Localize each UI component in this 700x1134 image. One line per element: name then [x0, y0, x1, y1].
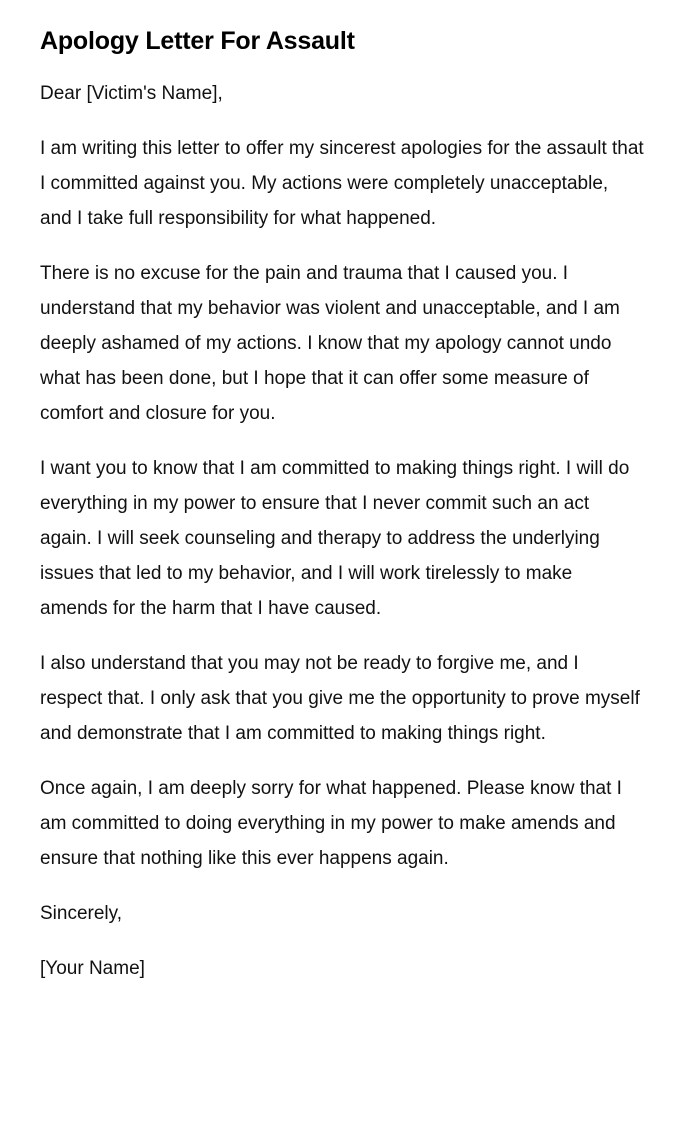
letter-closing: Sincerely,	[40, 903, 123, 924]
letter-paragraph-2: There is no excuse for the pain and trauma that I caused you. I understand that my behavior was violent and unacceptable, and I am deeply ashamed of my actions. I know that my apology cannot undo what has been done, but I hope that it can offer some measure of comfort and closure for you.	[40, 263, 620, 424]
letter-paragraph-5: Once again, I am deeply sorry for what happened. Please know that I am committed to doing everything in my power to make amends and ensure that nothing like this ever happens again.	[40, 778, 622, 869]
letter-paragraph-3: I want you to know that I am committed to making things right. I will do everything in my power to ensure that I never commit such an act again. I will seek counseling and therapy to address the underlying issues that led to my behavior, and I will work tirelessly to make amends for the harm that I have caused.	[40, 458, 630, 619]
letter-signature: [Your Name]	[40, 958, 145, 979]
letter-document	[40, 24, 644, 986]
letter-paragraph-4: I also understand that you may not be ready to forgive me, and I respect that. I only ask that you give me the opportunity to prove myself and demonstrate that I am committed to making things right.	[40, 653, 640, 744]
letter-paragraph-1: I am writing this letter to offer my sincerest apologies for the assault that I committed against you. My actions were completely unacceptable, and I take full responsibility for what happened.	[40, 138, 644, 229]
document-title: Apology Letter For Assault	[40, 27, 355, 55]
letter-salutation: Dear [Victim's Name],	[40, 83, 223, 104]
